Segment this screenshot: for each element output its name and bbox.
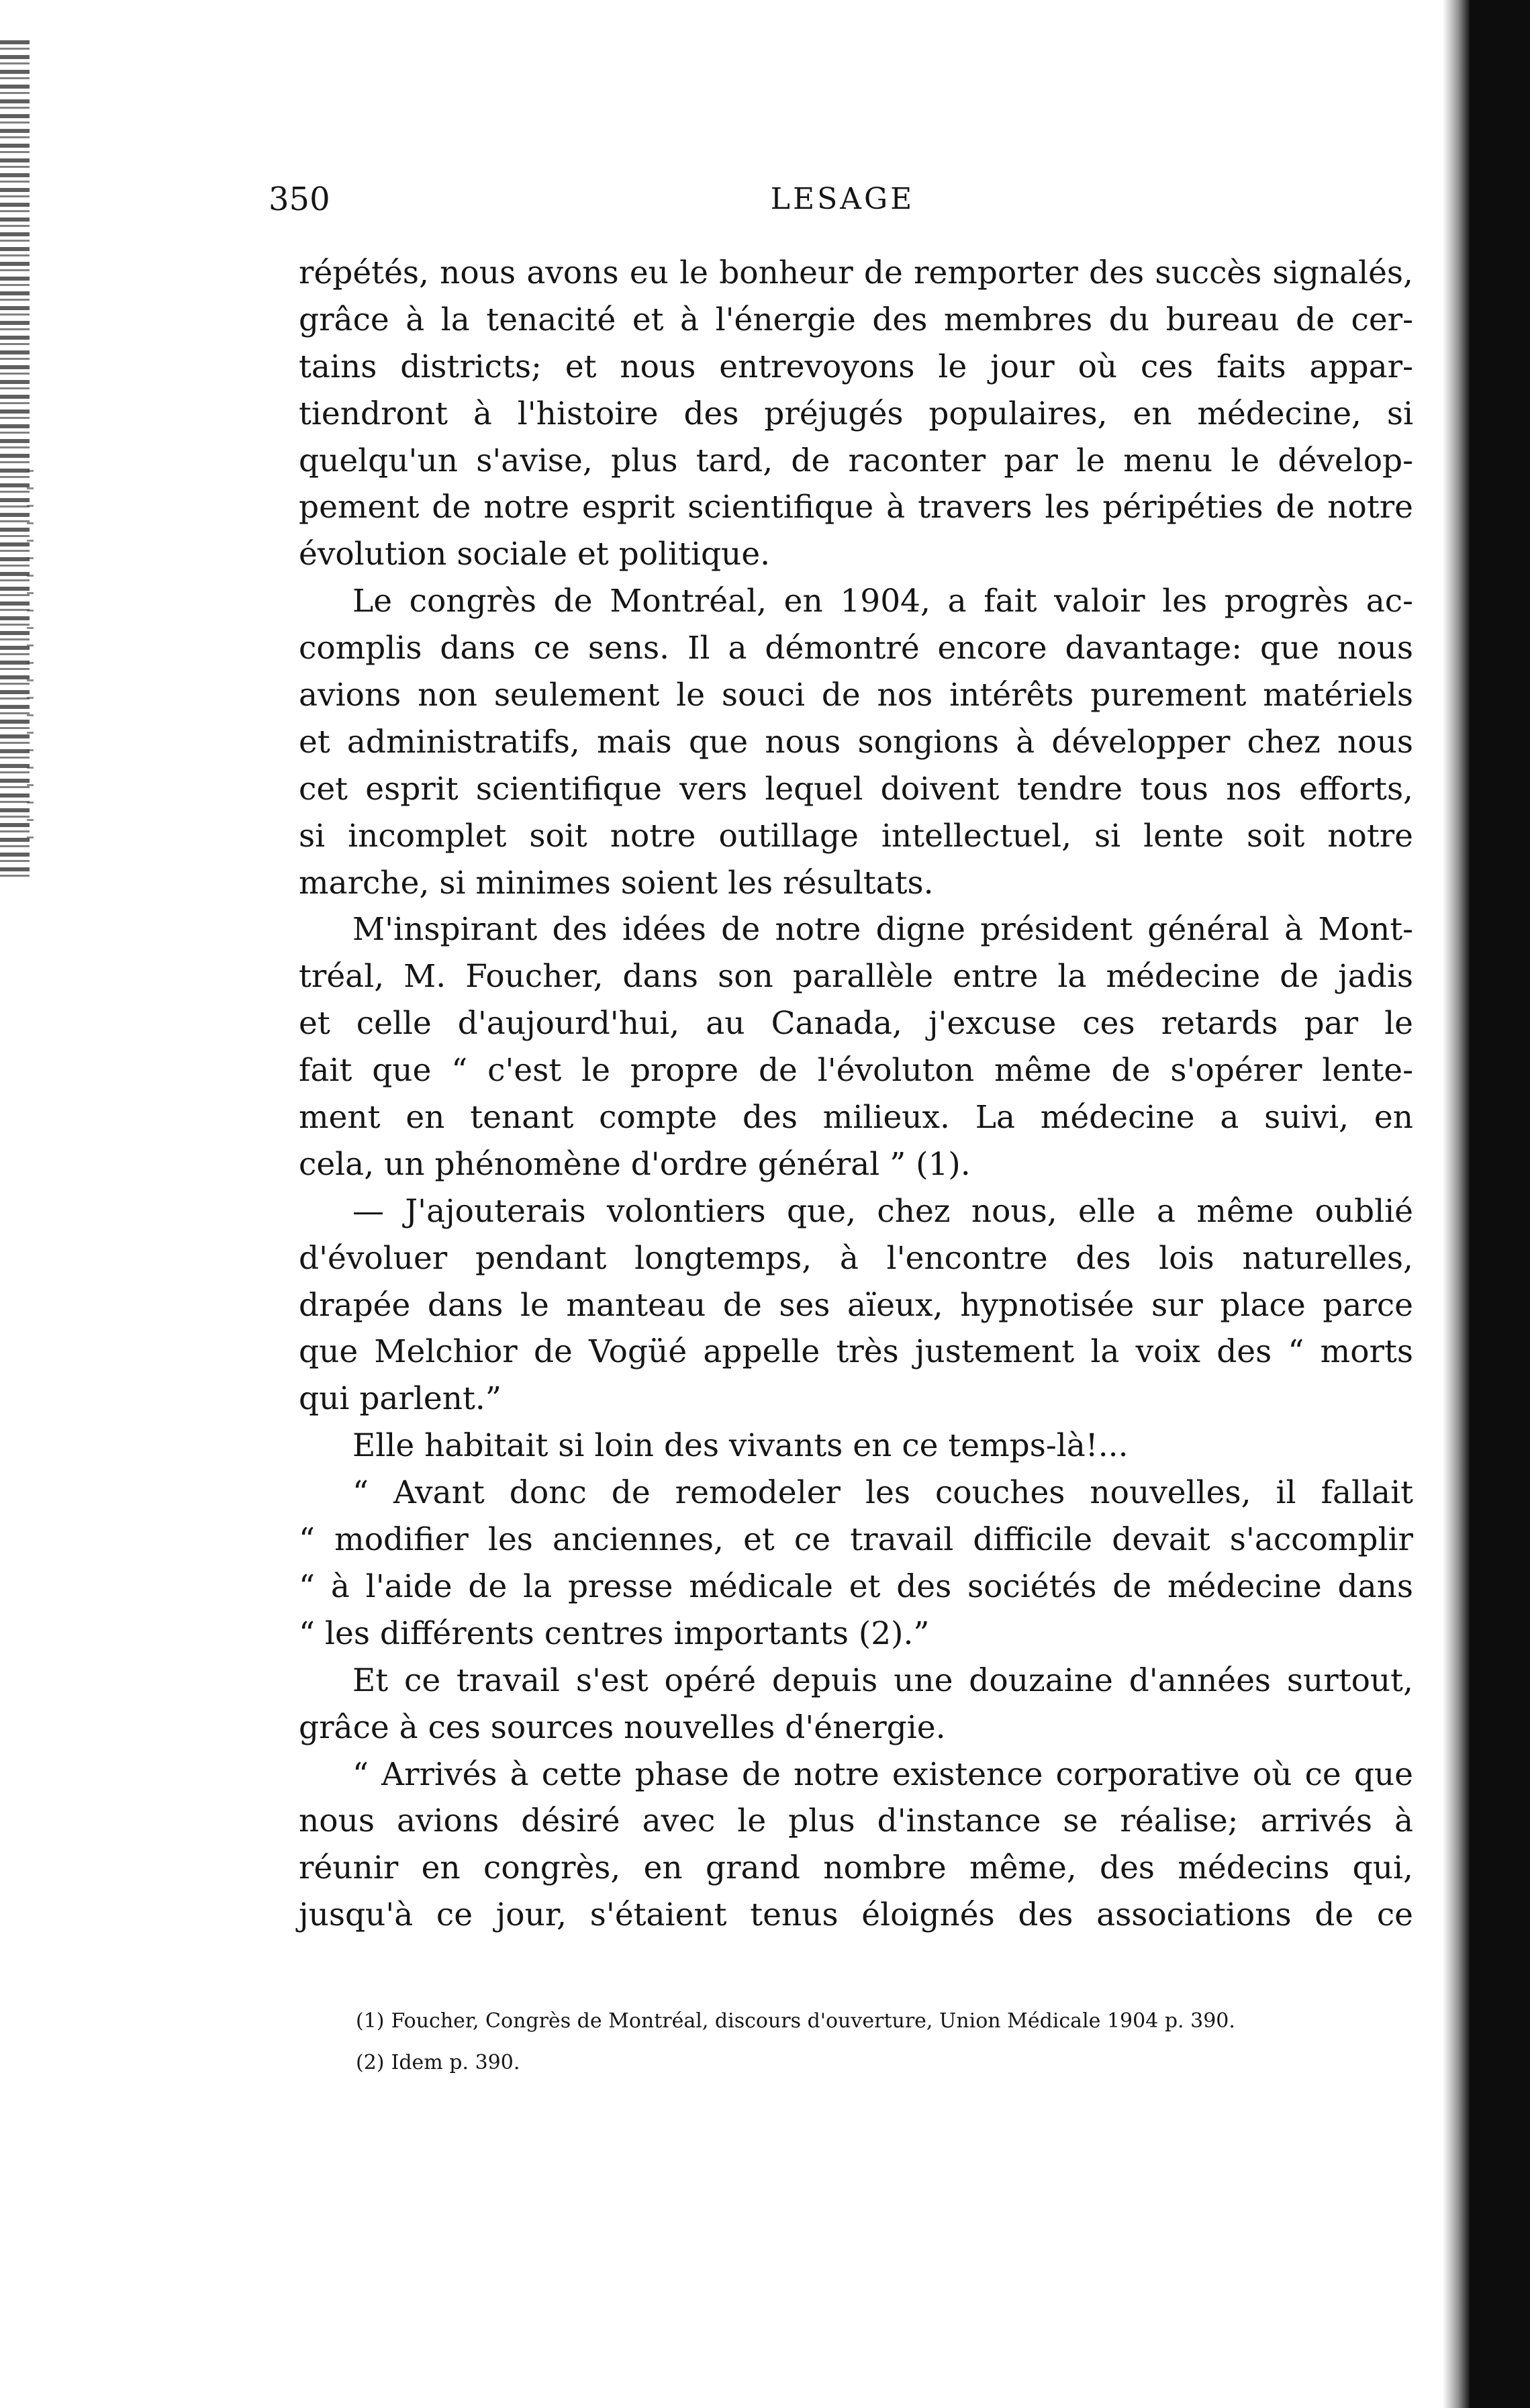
body-line: fait que “ c'est le propre de l'évoluton même de s'opérer lente- [299,1052,1413,1090]
body-line: pement de notre esprit scientifique à travers les péripéties de notre [299,489,1413,526]
body-line: “ Avant donc de remodeler les couches nouvelles, il fallait [352,1474,1413,1512]
body-line: qui parlent.” [299,1380,501,1418]
body-line: grâce à ces sources nouvelles d'énergie. [299,1708,946,1746]
body-line: évolution sociale et politique. [299,536,771,573]
body-line: marche, si minimes soient les résultats. [299,864,934,902]
body-line: et celle d'aujourd'hui, au Canada, j'excuse ces retards par le [299,1005,1413,1043]
footnote-mark: (2) [356,2051,385,2074]
page-header [269,176,1417,223]
body-line: “ les différents centres importants (2).” [299,1615,930,1652]
body-line: tréal, M. Foucher, dans son parallèle entre la médecine de jadis [299,958,1413,996]
body-line: tains districts; et nous entrevoyons le jour où ces faits appar- [299,348,1413,385]
body-line: Elle habitait si loin des vivants en ce temps-là!... [352,1427,1129,1465]
body-line: et administratifs, mais que nous songions à développer chez nous [299,723,1413,761]
body-line: complis dans ce sens. Il a démontré encore davantage: que nous [299,630,1413,667]
footnote-mark: (1) [356,2009,385,2033]
body-line: quelqu'un s'avise, plus tard, de raconter par le menu le dévelop- [299,442,1413,479]
body-line: avions non seulement le souci de nos intérêts purement matériels [299,677,1413,714]
body-line: grâce à la tenacité et à l'énergie des membres du bureau de cer- [299,301,1413,338]
footnote-text: Idem p. 390. [391,2051,520,2074]
running-head: LESAGE [770,182,915,216]
body-line: cela, un phénomène d'ordre général ” (1). [299,1145,971,1183]
footnote [356,2001,1349,2042]
scan-edge-left [0,40,30,879]
body-line: drapée dans le manteau de ses aïeux, hypnotisée sur place parce [299,1286,1413,1324]
body-line: réunir en congrès, en grand nombre même, des médecins qui, [299,1849,1413,1887]
body-line: ment en tenant compte des milieux. La médecine a suivi, en [299,1099,1413,1137]
body-line: cet esprit scientifique vers lequel doivent tendre tous nos efforts, [299,770,1413,808]
body-line: si incomplet soit notre outillage intellectuel, si lente soit notre [299,817,1413,855]
body-line: que Melchior de Vogüé appelle très justement la voix des “ morts [299,1333,1413,1371]
body-line: nous avions désiré avec le plus d'instance se réalise; arrivés à [299,1802,1413,1840]
scan-edge-left-marks [27,470,34,846]
body-line: d'évoluer pendant longtemps, à l'encontre des lois naturelles, [299,1239,1413,1277]
footnote [356,2042,1349,2084]
footnote-text: Foucher, Congrès de Montréal, discours d'ouverture, Union Médicale 1904 p. 390. [391,2009,1235,2033]
body-line: jusqu'à ce jour, s'étaient tenus éloignés des associations de ce [299,1896,1413,1934]
scan-edge-right [1470,0,1530,2408]
body-line: Et ce travail s'est opéré depuis une douzaine d'années surtout, [352,1661,1413,1699]
footnotes [356,2001,1349,2084]
body-line: “ Arrivés à cette phase de notre existence corporative où ce que [352,1755,1413,1793]
body-line: “ modifier les anciennes, et ce travail difficile devait s'accomplir [299,1521,1413,1559]
page-number: 350 [269,181,330,218]
body-line: M'inspirant des idées de notre digne président général à Mont- [352,911,1413,949]
body-line: répétés, nous avons eu le bonheur de remporter des succès signalés, [299,254,1413,291]
scan-edge-right-shadow [1443,0,1470,2408]
body-line: Le congrès de Montréal, en 1904, a fait valoir les progrès ac- [352,583,1413,620]
body-line: — J'ajouterais volontiers que, chez nous, elle a même oublié [352,1192,1413,1230]
body-text [299,250,1413,1939]
body-line: “ à l'aide de la presse médicale et des sociétés de médecine dans [299,1568,1413,1605]
body-line: tiendront à l'histoire des préjugés populaires, en médecine, si [299,395,1413,432]
